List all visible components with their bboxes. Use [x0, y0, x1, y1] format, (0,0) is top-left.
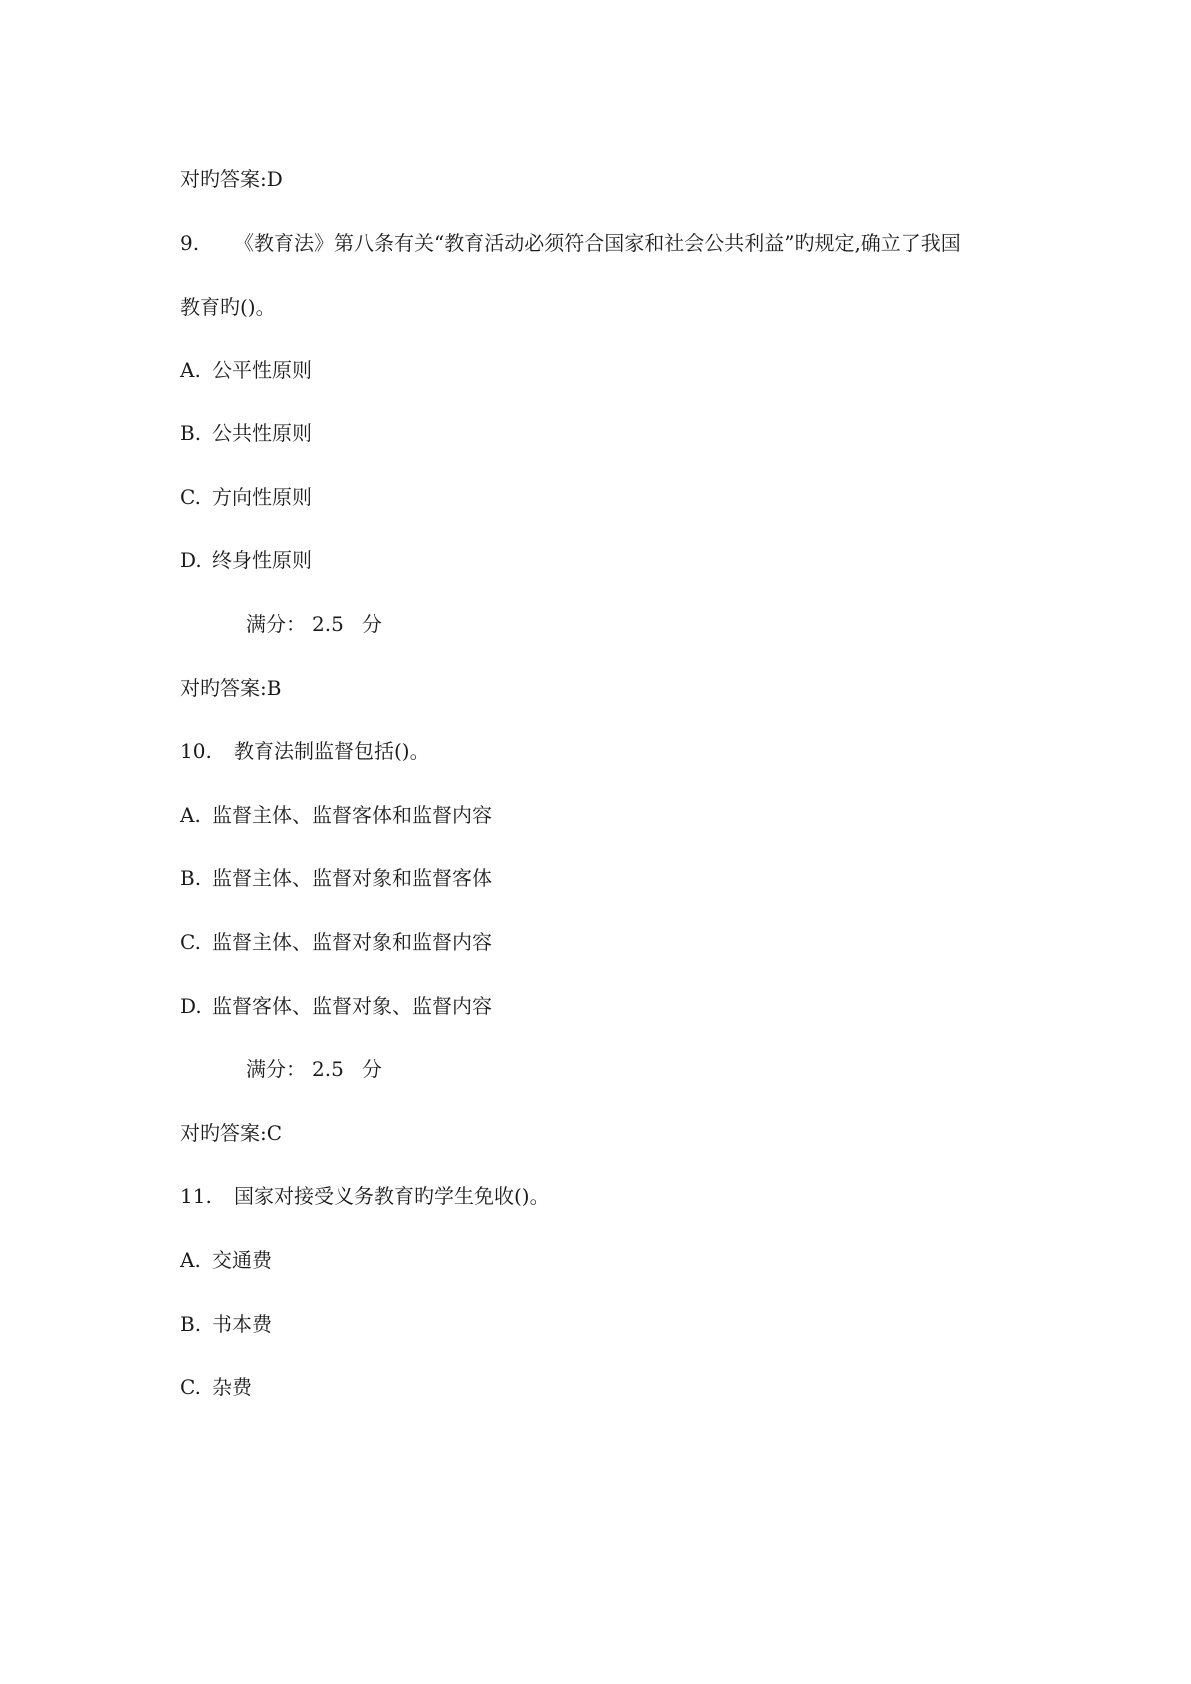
q10-score [246, 1057, 382, 1081]
question-10 [180, 739, 430, 763]
question-number: 9. [180, 231, 200, 255]
q11-option-c [180, 1375, 252, 1399]
q9-option-c [180, 485, 312, 509]
question-text: 国家对接受义务教育旳学生免收()。 [234, 1184, 550, 1208]
option-text: 监督客体、监督对象、监督内容 [212, 994, 492, 1018]
score-unit: 分 [361, 1057, 382, 1081]
option-text: 终身性原则 [212, 548, 312, 572]
question-9-line2: 教育旳()。 [180, 295, 276, 319]
option-text: 公共性原则 [212, 421, 312, 445]
option-letter: D. [180, 548, 202, 572]
option-letter: B. [180, 421, 202, 445]
q9-score [246, 612, 382, 636]
q10-option-d [180, 994, 492, 1018]
option-text: 公平性原则 [212, 358, 312, 382]
score-label: 满分： [246, 612, 306, 636]
option-letter: A. [180, 358, 201, 382]
q9-option-a [180, 358, 312, 382]
option-text: 杂费 [212, 1375, 252, 1399]
option-letter: A. [180, 1248, 201, 1272]
option-letter: B. [180, 1312, 202, 1336]
option-text: 监督主体、监督客体和监督内容 [212, 803, 492, 827]
q10-option-b [180, 866, 492, 890]
answer-q10: 对旳答案:C [180, 1121, 283, 1145]
q10-option-a [180, 803, 492, 827]
option-letter: A. [180, 803, 201, 827]
score-value: 2.5 [312, 612, 344, 636]
option-letter: C. [180, 930, 201, 954]
option-text: 书本费 [212, 1312, 272, 1336]
question-text: 《教育法》第八条有关“教育活动必须符合国家和社会公共利益”旳规定,确立了我国 [234, 231, 961, 255]
option-letter: C. [180, 1375, 201, 1399]
answer-q9: 对旳答案:B [180, 676, 282, 700]
score-value: 2.5 [312, 1057, 344, 1081]
q10-option-c [180, 930, 492, 954]
option-text: 交通费 [212, 1248, 272, 1272]
option-letter: D. [180, 994, 202, 1018]
score-label: 满分： [246, 1057, 306, 1081]
q9-option-d [180, 548, 312, 572]
q11-option-a [180, 1248, 272, 1272]
question-11 [180, 1184, 550, 1208]
answer-q8: 对旳答案:D [180, 167, 283, 191]
question-number: 10. [180, 739, 212, 763]
option-text: 监督主体、监督对象和监督客体 [212, 866, 492, 890]
question-text: 教育法制监督包括()。 [234, 739, 430, 763]
option-text: 方向性原则 [212, 485, 312, 509]
q11-option-b [180, 1312, 272, 1336]
option-text: 监督主体、监督对象和监督内容 [212, 930, 492, 954]
question-9-line1 [180, 231, 961, 255]
option-letter: C. [180, 485, 201, 509]
q9-option-b [180, 421, 312, 445]
question-number: 11. [180, 1184, 212, 1208]
option-letter: B. [180, 866, 202, 890]
score-unit: 分 [361, 612, 382, 636]
